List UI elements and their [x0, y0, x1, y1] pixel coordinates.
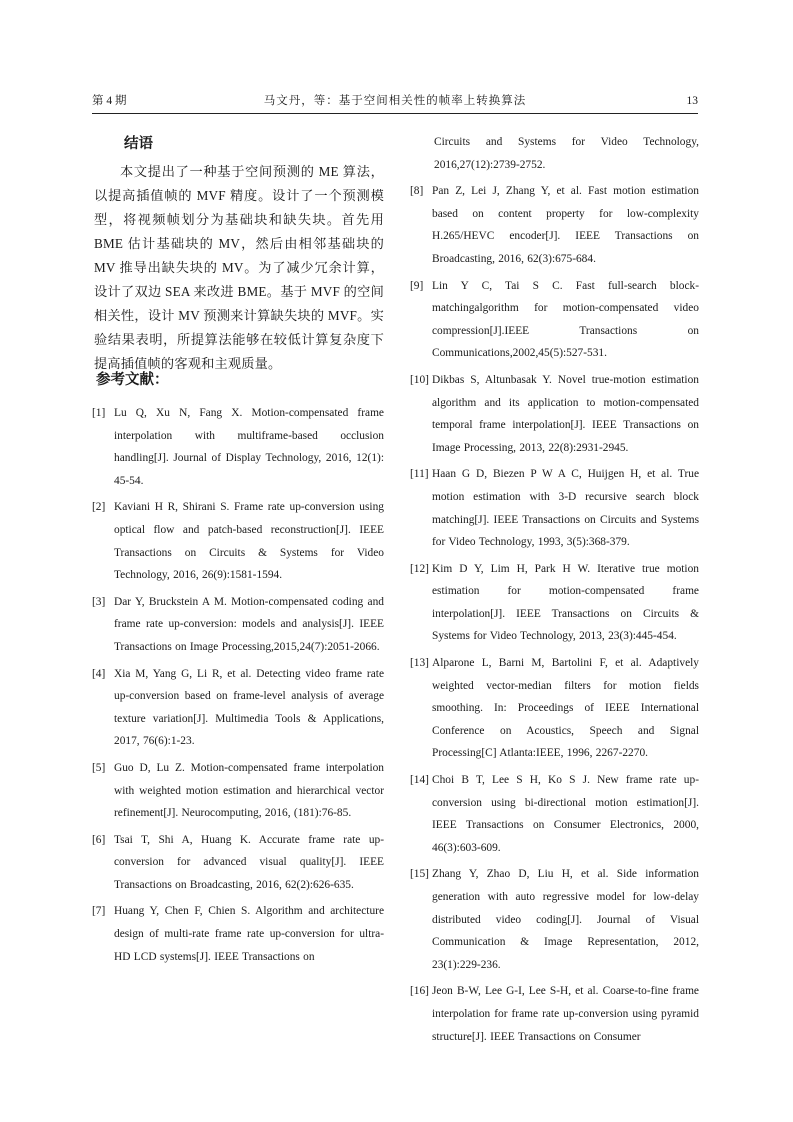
reference-number: [1] — [92, 407, 106, 419]
reference-number: [6] — [92, 833, 106, 846]
reference-item — [410, 769, 699, 859]
reference-number: [13] — [410, 657, 429, 670]
reference-item — [410, 369, 699, 459]
reference-item — [92, 757, 384, 825]
reference-item — [410, 180, 699, 270]
reference-text: Choi B T, Lee S H, Ko S J. New frame rate up-conversion using bi-directional motion estimation[J]. IEEE Transactions on Consumer Electronics, 2000, 46(3):603-609. — [432, 774, 699, 854]
reference-number: [5] — [92, 761, 106, 774]
reference-item — [92, 900, 384, 968]
reference-text: Huang Y, Chen F, Chien S. Algorithm and architecture design of multi-rate frame rate up-conversion for ultra-HD LCD systems[J]. IEEE Transactions on — [114, 905, 384, 963]
reference-text: Haan G D, Biezen P W A C, Huijgen H, et al. True motion estimation with 3-D recursive search block matching[J]. IEEE Transactions on Circuits and Systems for Video Technology, 1993, 3(5):368-379. — [432, 468, 699, 549]
running-title: 马文丹，等：基于空间相关性的帧率上转换算法 — [263, 95, 527, 107]
reference-number: [10] — [410, 373, 429, 386]
reference-item — [92, 496, 384, 586]
reference-text: Pan Z, Lei J, Zhang Y, et al. Fast motion estimation based on content property for low-complexity H.265/HEVC encoder[J]. IEEE Transactions on Broadcasting, 2016, 62(3):675-684. — [432, 185, 699, 265]
reference-number: [16] — [410, 985, 429, 998]
page-number: 13 — [686, 95, 698, 107]
conclusion-paragraph: 本文提出了一种基于空间预测的 ME 算法，以提高插值帧的 MVF 精度。设计了一个预测模型，将视频帧划分为基础块和缺失块。首先用 BME 估计基础块的 MV，然后由相邻基础块的 MV 推导出缺失块的 MV。为了减少冗余计算，设计了双边 SEA 来改进 BME。基于 MVF 的空间相关性，设计 MV 预测来计算缺失块的 MVF。实验结果表明，所提算法能够在较低计算复杂度下提高插值帧的客观和主观质量。 — [94, 164, 384, 371]
page-header — [92, 92, 698, 110]
reference-text: Dar Y, Bruckstein A M. Motion-compensated coding and frame rate up-conversion: models and analysis[J]. IEEE Transactions on Image Processing,2015,24(7):2051-2066. — [114, 595, 384, 653]
reference-item — [92, 663, 384, 753]
references-right-column — [410, 131, 699, 1052]
issue-label: 第 4 期 — [92, 95, 127, 107]
references-heading: 参考文献： — [96, 372, 169, 388]
reference-item — [92, 402, 384, 492]
reference-text: Guo D, Lu Z. Motion-compensated frame interpolation with weighted motion estimation and hierarchical vector refinement[J]. Neurocomputing, 2016, (181):76-85. — [114, 761, 384, 820]
reference-number: [9] — [410, 279, 424, 292]
reference-item — [410, 463, 699, 553]
reference-text: Tsai T, Shi A, Huang K. Accurate frame rate up-conversion for advanced visual quality[J]. IEEE Transactions on Broadcasting, 2016, 62(2):626-635. — [114, 833, 384, 891]
reference-number: [15] — [410, 868, 429, 881]
reference-item — [410, 980, 699, 1048]
references-left-column — [92, 402, 384, 972]
reference-number: [14] — [410, 774, 429, 787]
reference-text: Kim D Y, Lim H, Park H W. Iterative true motion estimation for motion-compensated frame interpolation[J]. IEEE Transactions on Circuits & Systems for Video Technology, 2013, 23(3):445-454. — [432, 562, 699, 643]
reference-text: Jeon B-W, Lee G-I, Lee S-H, et al. Coarse-to-fine frame interpolation for frame rate up-conversion using pyramid structure[J]. IEEE Transactions on Consumer — [432, 985, 699, 1043]
reference-item — [410, 652, 699, 765]
reference-text: Alparone L, Barni M, Bartolini F, et al. Adaptively weighted vector-median filters for motion fields smoothing. In: Proceedings of IEEE International Conference on Acoustics, Speech and Signal Processing[C] Atlanta:IEEE, 1996, 2267-2270. — [432, 657, 699, 760]
reference-number: [8] — [410, 185, 424, 198]
reference-number: [11] — [410, 468, 429, 481]
reference-item — [410, 863, 699, 976]
reference-number: [3] — [92, 595, 106, 608]
reference-continuation: Circuits and Systems for Video Technology, 2016,27(12):2739-2752. — [434, 136, 699, 171]
reference-item — [410, 558, 699, 648]
reference-text: Dikbas S, Altunbasak Y. Novel true-motion estimation algorithm and its application to motion-compensated temporal frame interpolation[J]. IEEE Transactions on Image Processing, 2013, 22(8):2931-2945. — [432, 373, 699, 454]
header-rule — [92, 113, 698, 114]
reference-number: [7] — [92, 905, 106, 918]
reference-item — [92, 591, 384, 659]
reference-text: Lin Y C, Tai S C. Fast full-search block-matchingalgorithm for motion-compensated video compression[J].IEEE Transactions on Communications,2002,45(5):527-531. — [432, 279, 699, 360]
conclusion-heading: 结语 — [124, 136, 153, 152]
reference-item — [410, 275, 699, 365]
reference-number: [4] — [92, 667, 106, 680]
reference-text: Lu Q, Xu N, Fang X. Motion-compensated frame interpolation with multiframe-based occlusion handling[J]. Journal of Display Technology, 2016, 12(1): 45-54. — [114, 407, 384, 487]
reference-text: Zhang Y, Zhao D, Liu H, et al. Side information generation with auto regressive model for low-delay distributed video coding[J]. Journal of Visual Communication & Image Representation, 2012, 23(1):229-236. — [432, 868, 699, 971]
reference-number: [12] — [410, 562, 429, 575]
reference-text: Xia M, Yang G, Li R, et al. Detecting video frame rate up-conversion based on frame-level analysis of average texture variation[J]. Multimedia Tools & Applications, 2017, 76(6):1-23. — [114, 667, 384, 748]
reference-item — [92, 829, 384, 897]
reference-number: [2] — [92, 501, 106, 514]
reference-text: Kaviani H R, Shirani S. Frame rate up-conversion using optical flow and patch-based reconstruction[J]. IEEE Transactions on Circuits & Systems for Video Technology, 2016, 26(9):1581-1594. — [114, 501, 384, 582]
